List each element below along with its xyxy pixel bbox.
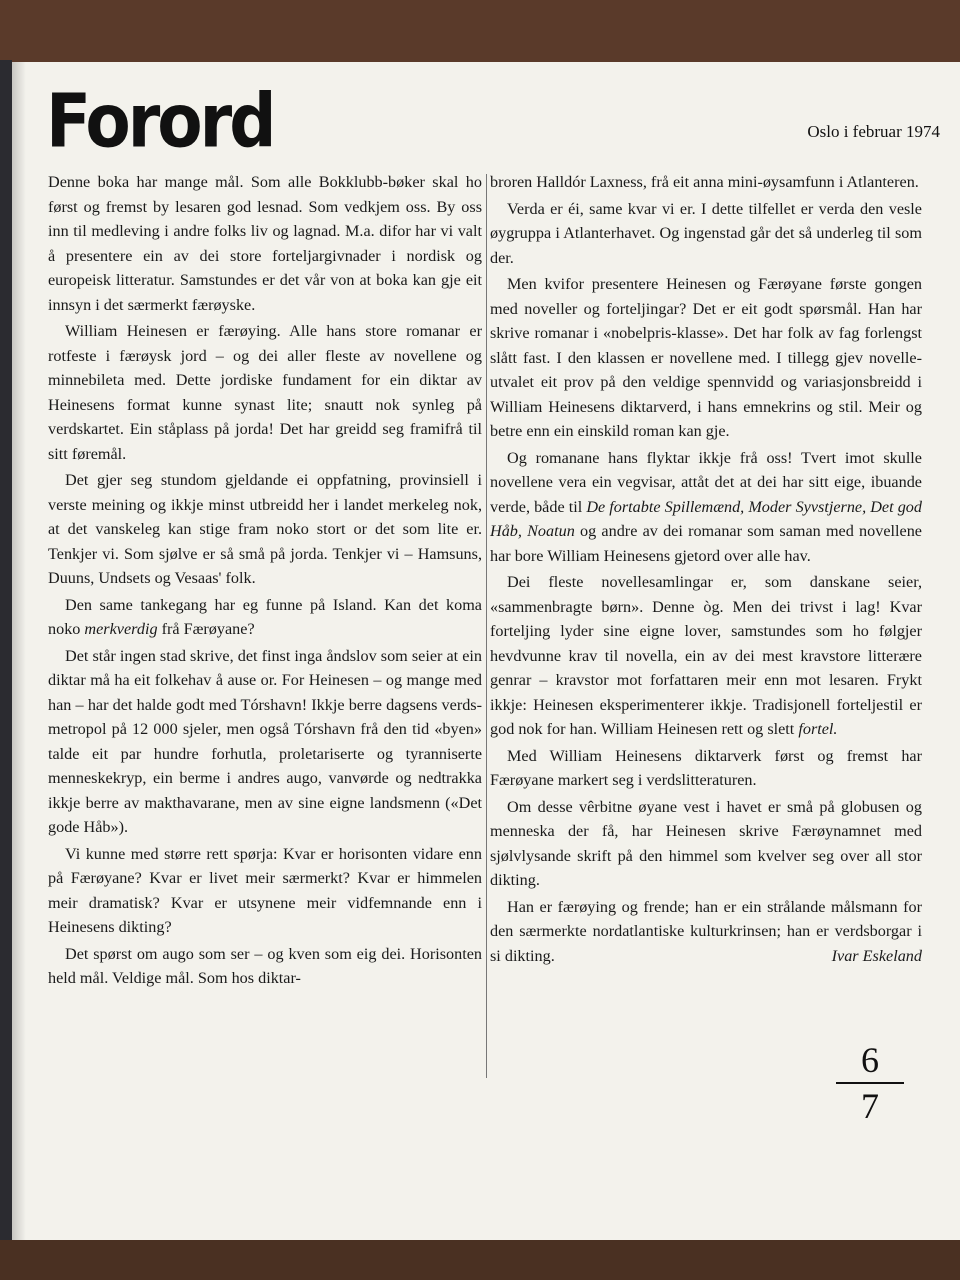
italic-term: merkverdig xyxy=(84,620,158,638)
paragraph: William Heinesen er færøying. Alle hans store romanar er rotfeste i færøysk jord – og dei aller fleste av novellene og minnebileta med. Dette jordiske fundament for ein diktar av Heinesens format kunne synast lite; snautt nok synleg på verdskartet. Ein ståplass på jorda! Det har greidd seg framifrå til sitt føremål. xyxy=(48,322,482,463)
left-column xyxy=(48,170,482,991)
paragraph: Men kvifor presentere Heinesen og Færøyane første gongen med noveller og forteljingar? Det er eit godt spørsmål. Han har skrive romanar i «nobelpris-klasse». Det har folk av fag forlengst slått fast. I den klassen er novellene med. I tillegg gjev novelle-utvalet eit prov på den veldige spennvidd og variasjonsbreidd i William Heinesens diktarverd, i hans emnekrins og stil. Meir og betre enn ein einskild roman kan gje. xyxy=(490,275,922,440)
italic-titles: De fortabte Spillemænd, Moder Syvstjerne, Det god Håb, Noatun xyxy=(490,497,922,540)
paragraph: Med William Heinesens diktarverk først og fremst har Færøyane markert seg i verdslitteraturen. xyxy=(490,746,922,789)
page-title: Forord xyxy=(46,78,274,165)
paragraph: broren Halldór Laxness, frå eit anna mini-øysamfunn i Atlanteren. xyxy=(490,173,919,191)
column-divider xyxy=(486,174,487,1078)
paragraph: Om desse vêrbitne øyane vest i havet er små på globusen og menneska der få, har Heinesen skrive Færøynamnet med sjølvlysande skrift på den himmel som kvelver seg over all stor dikting. xyxy=(490,797,922,889)
table-surface xyxy=(0,1240,960,1280)
author-signature: Ivar Eskeland xyxy=(831,946,922,965)
text-run: Og romanane hans flyktar ikkje frå oss! Tvert imot skulle novellene vera ein vegvisar, attåt det at dei har sitt eige, ibuande verde, både til xyxy=(490,448,922,516)
paragraph: Det står ingen stad skrive, det finst inga åndslov som seier at ein diktar må ha eit folkehav å ause or. For Heinesen – og mange med han – har det halde godt med Tórshavn! Ikkje berre dagsens verds-metropol på 12 000 sjeler, men også Tórshavn frå den tid «byen» talde eit par hundre forhutla, proletariserte og tyranniserte menneskekryp, ein berme i andres augo, vanvørde og nedtrakka ikkje berre av makthavarane, men av sine eigne landsmenn («Det gode Håb»). xyxy=(48,646,482,836)
page-number-rule xyxy=(836,1082,904,1084)
paragraph xyxy=(48,593,482,642)
paragraph: Vi kunne med større rett spørja: Kvar er horisonten vidare enn på Færøyane? Kvar er livet meir særmerkt? Kvar er himmelen meir dramatisk? Kvar er utsynene meir vidfemnande enn i Heinesens dikting? xyxy=(48,844,482,936)
page-number-top: 6 xyxy=(861,1040,879,1080)
text-run: Han er færøying og frende; han er ein strålande målsmann for den særmerkte nordatlantiske kulturkrinsen; han er verdsborgar i si dikting. xyxy=(490,897,922,965)
page-number-bottom: 7 xyxy=(861,1086,879,1126)
page-number-block xyxy=(830,1042,910,1124)
italic-term: fortel. xyxy=(798,720,838,738)
book-spine-edge xyxy=(0,60,12,1240)
text-run: frå Færøyane? xyxy=(157,620,255,638)
paragraph: Det gjer seg stundom gjeldande ei oppfatning, provinsiell i verste meining og ikkje minst utbreidd her i landet merkeleg nok, at det vanskeleg kan stige fram noko stort or det som lite er. Tenkjer vi. Som sjølve er så små på jorda. Tenkjer vi – Hamsuns, Duuns, Undsets og Vesaas' folk. xyxy=(48,471,482,587)
text-run: Dei fleste novellesamlingar er, som danskane seier, «sammenbragte børn». Denne òg. Men dei trivst i lag! Kvar forteljing lyder sine eigne lover, samstundes som ho følgjer hevdvunne krav til novella, ein av dei mest kravstore litterære genrar – kravstor mot forfattaren meir enn mot lesaren. Frykt ikkje: Heinesen eksperimenterer ikkje. Tradisjonell forteljestil er god nok for han. William Heinesen rett og slett xyxy=(490,573,922,738)
right-column xyxy=(490,170,922,968)
gutter-shadow xyxy=(12,62,26,1240)
paragraph: Verda er éi, same kvar vi er. I dette tilfellet er verda den vesle øygruppa i Atlanterhavet. Og ingenstad går det så underleg til som der. xyxy=(490,199,922,267)
text-run: og andre av dei romanar som saman med novellene har bore William Heinesens gjetord over alle hav. xyxy=(490,522,922,565)
text-run: Den same tankegang har eg funne på Island. Kan det koma noko xyxy=(48,595,482,638)
paragraph xyxy=(490,895,922,969)
dateline: Oslo i februar 1974 xyxy=(807,122,940,141)
paragraph xyxy=(490,446,922,569)
paragraph: Denne boka har mange mål. Som alle Bokklubb-bøker skal ho først og fremst by lesaren god lesnad. Som vedkjem oss. By oss inn til medleving i andre folks liv og lagnad. M.a. difor har vi valt å presentere ein av dei store forteljargivnader i nordisk og europeisk litteratur. Samstundes er det vår von at boka kan gje eit innsyn i det særmerkt færøyske. xyxy=(48,173,482,314)
paragraph xyxy=(490,570,922,742)
paragraph: Det spørst om augo som ser – og kven som eig dei. Horisonten held mål. Veldige mål. Som hos diktar- xyxy=(48,944,482,987)
